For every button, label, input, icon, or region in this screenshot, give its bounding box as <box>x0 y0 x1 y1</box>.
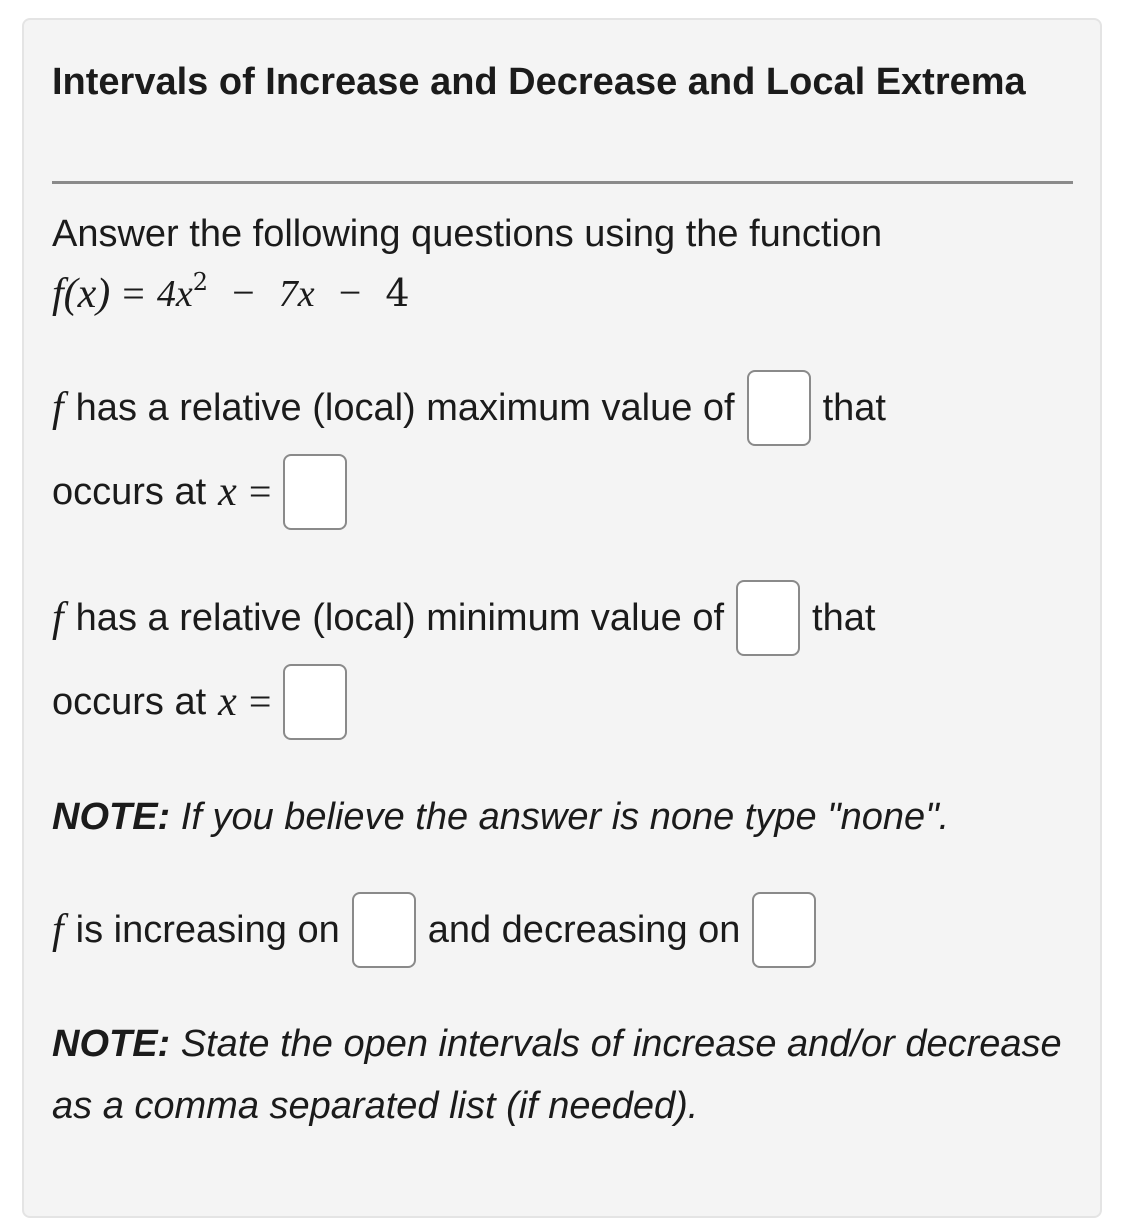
increasing-text: is increasing on <box>75 909 340 951</box>
min-value-input[interactable] <box>736 580 800 656</box>
note-intervals <box>52 1013 1062 1137</box>
min-question-line2 <box>52 662 359 742</box>
max-x-variable: x <box>218 469 237 515</box>
instructions-label: Answer the following questions using the function <box>52 213 883 255</box>
term-linear: 7x <box>278 273 315 315</box>
note-none-label: NOTE: <box>52 796 171 838</box>
max-x-equals: = <box>248 469 272 514</box>
term-exponent: 2 <box>192 268 209 296</box>
interval-question-line <box>52 890 828 970</box>
interval-function-symbol: f <box>52 907 64 953</box>
function-lhs: f(x) <box>52 270 111 317</box>
min-that-text: that <box>812 597 876 639</box>
max-occurs-text: occurs at <box>52 471 207 513</box>
max-question-line2 <box>52 452 359 532</box>
minus-sign-1: − <box>232 270 255 315</box>
note-intervals-label: NOTE: <box>52 1023 171 1065</box>
min-x-equals: = <box>248 679 272 724</box>
min-occurs-text: occurs at <box>52 681 207 723</box>
max-function-symbol: f <box>52 385 64 431</box>
min-x-input[interactable] <box>283 664 347 740</box>
question-title: Intervals of Increase and Decrease and Local Extrema <box>52 61 1026 103</box>
function-definition <box>52 270 410 317</box>
term-constant: 4 <box>385 271 410 315</box>
decreasing-input[interactable] <box>752 892 816 968</box>
note-none <box>52 786 1062 848</box>
max-that-text: that <box>822 387 886 429</box>
note-intervals-text: State the open intervals of increase and/or decrease as a comma separated list (if needed). <box>52 1023 1062 1127</box>
function-equals: = <box>122 270 145 316</box>
min-x-variable: x <box>218 679 237 725</box>
decreasing-text: and decreasing on <box>427 909 741 951</box>
instructions-text <box>52 211 882 257</box>
min-function-symbol: f <box>52 595 64 641</box>
max-value-input[interactable] <box>747 370 811 446</box>
function-rhs <box>157 270 410 317</box>
max-x-input[interactable] <box>283 454 347 530</box>
max-question-line1 <box>52 368 886 448</box>
term-quadratic: 4x <box>156 273 193 315</box>
minus-sign-2: − <box>338 270 362 315</box>
max-question-text: has a relative (local) maximum value of <box>75 387 735 429</box>
note-none-text: If you believe the answer is none type "none". <box>180 796 950 838</box>
increasing-input[interactable] <box>352 892 416 968</box>
min-question-text: has a relative (local) minimum value of <box>75 597 725 639</box>
title-divider <box>52 181 1073 184</box>
min-question-line1 <box>52 578 875 658</box>
